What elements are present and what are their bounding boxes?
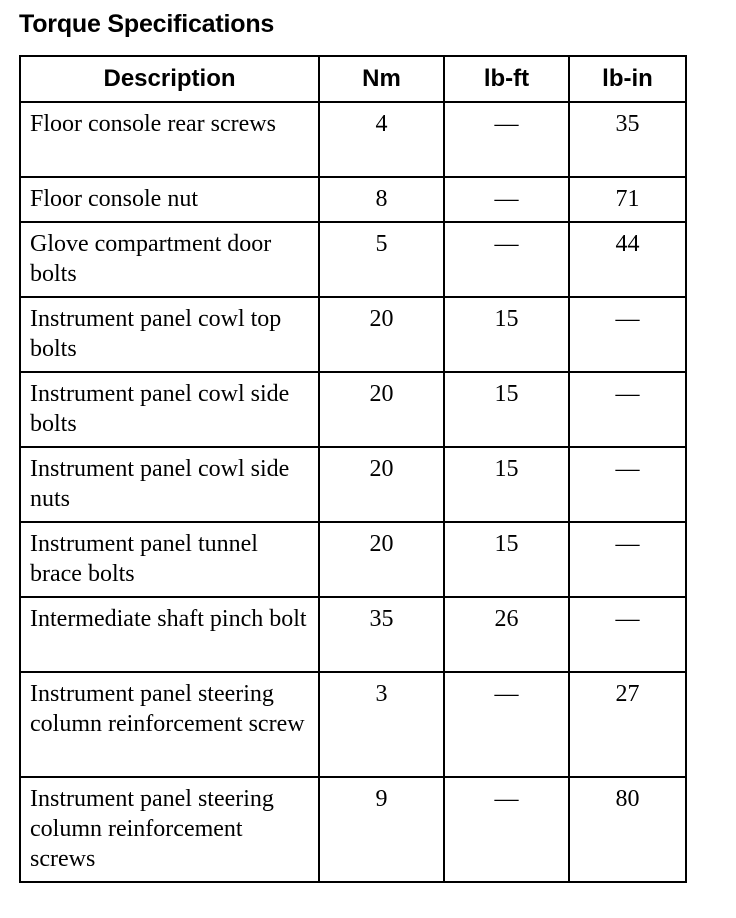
nm-cell: 5 — [319, 222, 444, 297]
lb-ft-cell: 15 — [444, 372, 569, 447]
table-row — [20, 177, 686, 222]
lb-ft-cell: — — [444, 177, 569, 222]
description-cell: Instrument panel cowl side nuts — [20, 447, 319, 522]
table-row — [20, 102, 686, 177]
header-lb-ft: lb-ft — [444, 56, 569, 102]
nm-cell: 20 — [319, 297, 444, 372]
lb-ft-cell: 15 — [444, 297, 569, 372]
lb-in-cell: — — [569, 522, 686, 597]
lb-ft-cell: 15 — [444, 522, 569, 597]
description-cell: Instrument panel steering column reinforcement screw — [20, 672, 319, 777]
page-title: Torque Specifications — [19, 10, 275, 38]
torque-specifications-table — [19, 55, 687, 883]
header-description: Description — [20, 56, 319, 102]
table-row — [20, 777, 686, 882]
nm-cell: 35 — [319, 597, 444, 672]
description-cell: Instrument panel cowl top bolts — [20, 297, 319, 372]
lb-in-cell: — — [569, 597, 686, 672]
nm-cell: 20 — [319, 372, 444, 447]
lb-in-cell: 44 — [569, 222, 686, 297]
description-cell: Instrument panel cowl side bolts — [20, 372, 319, 447]
lb-in-cell: 71 — [569, 177, 686, 222]
lb-in-cell: — — [569, 372, 686, 447]
description-cell: Instrument panel steering column reinforcement screws — [20, 777, 319, 882]
lb-in-cell: 80 — [569, 777, 686, 882]
lb-ft-cell: — — [444, 777, 569, 882]
table-row — [20, 522, 686, 597]
header-nm: Nm — [319, 56, 444, 102]
table-row — [20, 597, 686, 672]
table-row — [20, 672, 686, 777]
lb-in-cell: — — [569, 297, 686, 372]
header-lb-in: lb-in — [569, 56, 686, 102]
nm-cell: 20 — [319, 447, 444, 522]
description-cell: Floor console nut — [20, 177, 319, 222]
description-cell: Intermediate shaft pinch bolt — [20, 597, 319, 672]
lb-ft-cell: — — [444, 222, 569, 297]
table-row — [20, 372, 686, 447]
description-cell: Floor console rear screws — [20, 102, 319, 177]
lb-ft-cell: — — [444, 102, 569, 177]
lb-ft-cell: 26 — [444, 597, 569, 672]
lb-in-cell: — — [569, 447, 686, 522]
table-header-row — [20, 56, 686, 102]
nm-cell: 8 — [319, 177, 444, 222]
lb-in-cell: 27 — [569, 672, 686, 777]
description-cell: Instrument panel tunnel brace bolts — [20, 522, 319, 597]
description-cell: Glove compartment door bolts — [20, 222, 319, 297]
nm-cell: 9 — [319, 777, 444, 882]
lb-ft-cell: — — [444, 672, 569, 777]
table-row — [20, 222, 686, 297]
lb-in-cell: 35 — [569, 102, 686, 177]
table-row — [20, 447, 686, 522]
nm-cell: 20 — [319, 522, 444, 597]
lb-ft-cell: 15 — [444, 447, 569, 522]
nm-cell: 3 — [319, 672, 444, 777]
nm-cell: 4 — [319, 102, 444, 177]
table-row — [20, 297, 686, 372]
